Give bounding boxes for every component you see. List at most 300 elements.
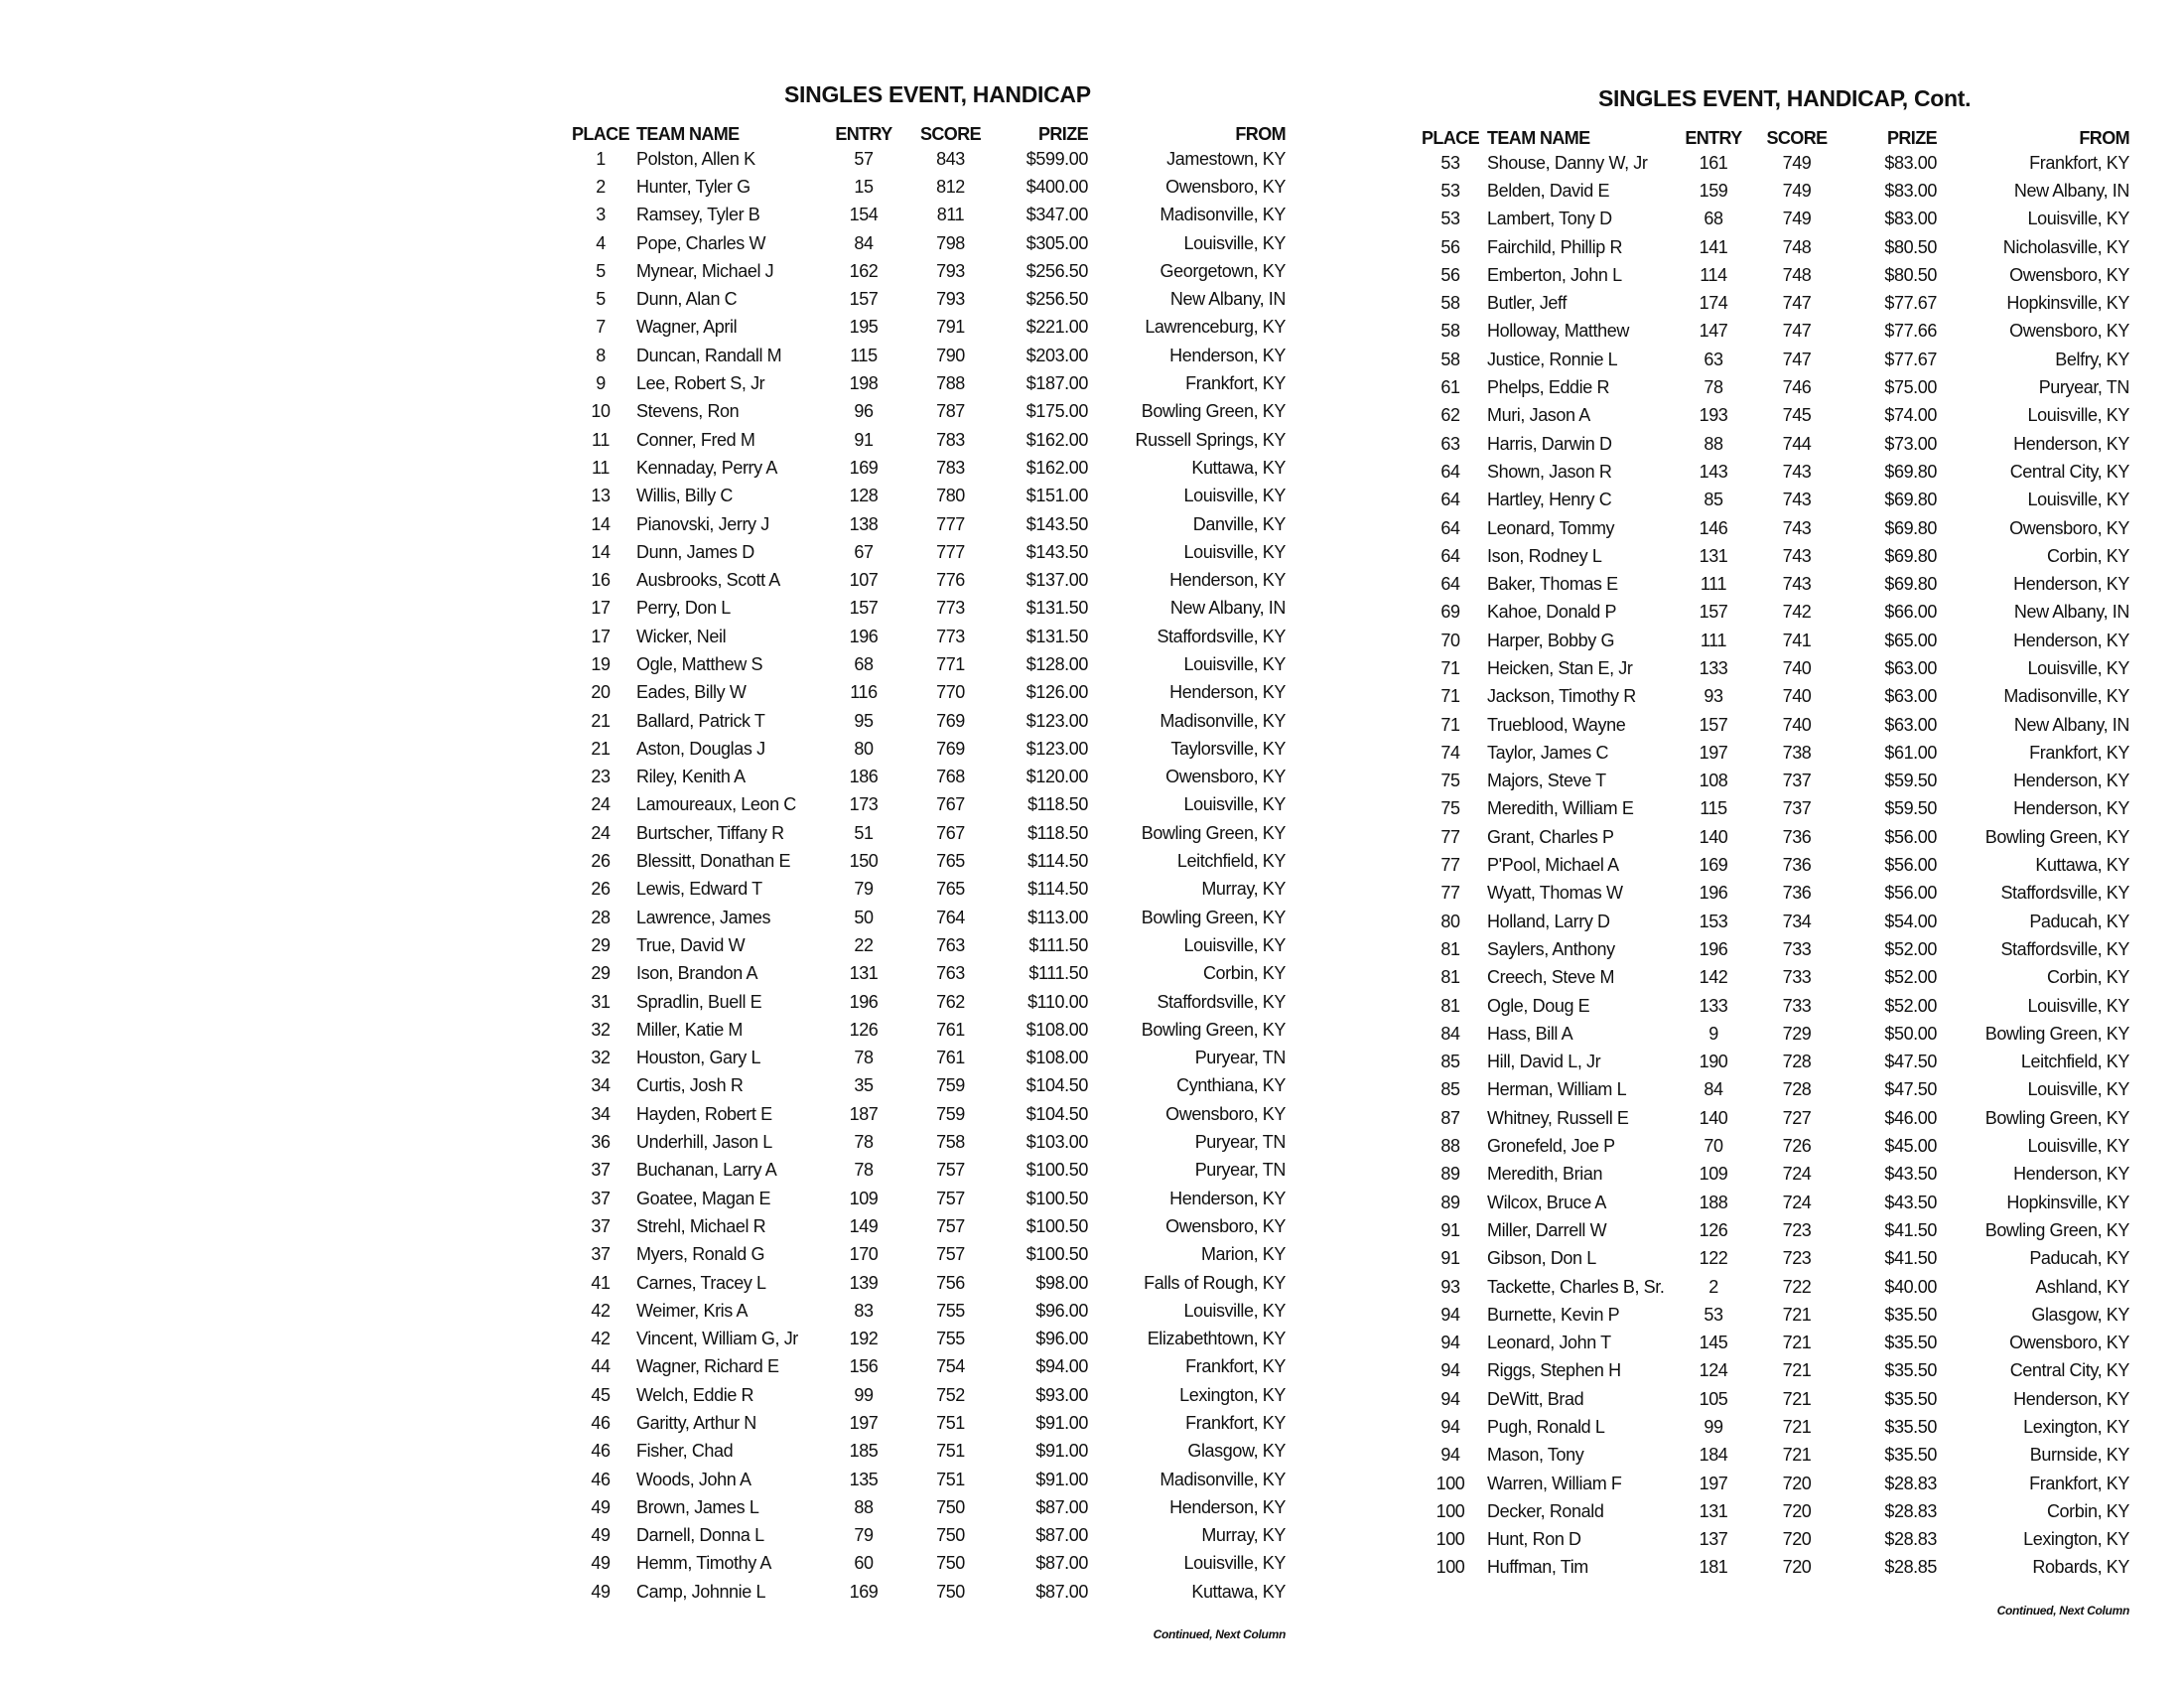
table-row [1420,149,2129,177]
table-row [1420,795,2129,823]
from-cell: Henderson, KY [2013,1388,2129,1409]
place-cell: 74 [1440,742,1460,763]
entry-cell: 51 [854,822,874,843]
place-cell: 16 [591,570,611,591]
prize-cell: $69.80 [1884,517,1937,538]
from-cell: Kuttawa, KY [1191,1581,1286,1602]
team-name-cell: Brown, James L [636,1496,759,1517]
entry-cell: 133 [1699,657,1728,678]
prize-cell: $52.00 [1884,967,1937,988]
team-name-cell: Heicken, Stan E, Jr [1487,657,1633,678]
from-cell: Staffordsville, KY [2000,938,2129,959]
table-row [571,566,1286,594]
entry-cell: 115 [1700,798,1727,819]
place-cell: 88 [1440,1136,1460,1157]
table-row [1420,1189,2129,1216]
from-cell: Leitchfield, KY [2020,1052,2129,1072]
score-cell: 750 [936,1525,965,1546]
entry-cell: 128 [849,486,879,506]
prize-cell: $162.00 [1025,457,1088,478]
from-cell: Owensboro, KY [2009,321,2129,342]
table-row [571,257,1286,285]
prize-cell: $103.00 [1025,1132,1088,1153]
score-cell: 754 [936,1356,965,1377]
table-row [571,285,1286,313]
column-header-score: SCORE [919,124,981,144]
prize-cell: $131.50 [1025,626,1088,646]
team-name-cell: Carnes, Tracey L [636,1272,766,1293]
table-row [571,538,1286,566]
score-cell: 755 [936,1300,965,1321]
prize-cell: $56.00 [1884,855,1937,876]
place-cell: 81 [1440,995,1460,1016]
score-cell: 790 [936,345,965,365]
place-cell: 24 [591,822,611,843]
table-row [1420,599,2129,627]
prize-cell: $83.00 [1884,209,1937,229]
prize-cell: $100.50 [1025,1244,1088,1265]
team-name-cell: Majors, Steve T [1487,771,1606,791]
table-row [1420,261,2129,289]
score-cell: 761 [936,1019,965,1040]
entry-cell: 83 [854,1300,874,1321]
place-cell: 53 [1440,209,1460,229]
table-row [1420,542,2129,570]
place-cell: 5 [596,260,606,281]
table-row [571,735,1286,763]
table-row [571,960,1286,988]
from-cell: Falls of Rough, KY [1144,1272,1286,1293]
table-row [571,707,1286,735]
from-cell: Madisonville, KY [2003,686,2129,707]
team-name-cell: Aston, Douglas J [636,738,765,759]
place-cell: 100 [1435,1529,1465,1550]
team-name-cell: Hill, David L, Jr [1487,1052,1601,1072]
column-header-team-name: TEAM NAME [636,124,740,144]
team-name-cell: Kennaday, Perry A [636,457,777,478]
entry-cell: 153 [1699,911,1728,931]
from-cell: Lawrenceburg, KY [1145,317,1286,338]
score-cell: 787 [936,401,965,422]
score-cell: 723 [1782,1219,1812,1240]
entry-cell: 157 [849,598,879,619]
score-cell: 721 [1782,1388,1812,1409]
entry-cell: 173 [849,794,879,815]
left-header-row [571,115,1286,145]
from-cell: Louisville, KY [1183,1553,1286,1574]
table-row [571,1493,1286,1521]
score-cell: 737 [1782,771,1812,791]
prize-cell: $93.00 [1035,1384,1088,1405]
from-cell: Louisville, KY [1183,541,1286,562]
place-cell: 71 [1440,714,1460,735]
place-cell: 56 [1440,264,1460,285]
team-name-cell: Tackette, Charles B, Sr. [1487,1276,1665,1297]
team-name-cell: Shown, Jason R [1487,461,1612,482]
prize-cell: $54.00 [1884,911,1937,931]
team-name-cell: Woods, John A [636,1469,751,1489]
entry-cell: 159 [1699,180,1728,201]
entry-cell: 131 [1699,545,1728,566]
team-name-cell: Pope, Charles W [636,232,766,253]
table-row [1420,1442,2129,1470]
entry-cell: 126 [849,1019,879,1040]
from-cell: Owensboro, KY [1165,1103,1286,1124]
column-header-entry: ENTRY [1685,128,1742,148]
from-cell: Central City, KY [2009,1360,2129,1381]
team-name-cell: Spradlin, Buell E [636,991,762,1012]
score-cell: 724 [1782,1192,1812,1212]
score-cell: 767 [936,794,965,815]
from-cell: Elizabethtown, KY [1147,1329,1286,1349]
place-cell: 91 [1440,1219,1460,1240]
prize-cell: $43.50 [1884,1192,1937,1212]
table-row [1420,1413,2129,1441]
table-row [1420,373,2129,401]
from-cell: Georgetown, KY [1160,260,1286,281]
right-results-table [1420,119,2129,1582]
place-cell: 85 [1440,1052,1460,1072]
place-cell: 94 [1440,1388,1460,1409]
from-cell: Owensboro, KY [1165,176,1286,197]
team-name-cell: Vincent, William G, Jr [636,1329,798,1349]
entry-cell: 138 [849,513,879,534]
entry-cell: 131 [1699,1500,1728,1521]
prize-cell: $87.00 [1035,1525,1088,1546]
team-name-cell: Hayden, Robert E [636,1103,772,1124]
place-cell: 53 [1440,180,1460,201]
from-cell: Jamestown, KY [1166,148,1286,169]
place-cell: 37 [591,1160,611,1181]
from-cell: Louisville, KY [2027,209,2129,229]
score-cell: 720 [1782,1500,1812,1521]
prize-cell: $108.00 [1025,1019,1088,1040]
prize-cell: $66.00 [1884,602,1937,623]
score-cell: 773 [936,598,965,619]
entry-cell: 150 [849,851,879,872]
team-name-cell: Wyatt, Thomas W [1487,883,1623,904]
score-cell: 740 [1782,714,1812,735]
table-row [571,1550,1286,1578]
prize-cell: $69.80 [1884,490,1937,510]
team-name-cell: Goatee, Magan E [636,1188,771,1208]
score-cell: 751 [936,1441,965,1462]
team-name-cell: Lewis, Edward T [636,879,762,900]
table-row [1420,654,2129,682]
score-cell: 749 [1782,209,1812,229]
from-cell: New Albany, IN [2013,180,2129,201]
team-name-cell: Butler, Jeff [1487,293,1567,314]
table-row [571,1578,1286,1606]
prize-cell: $113.00 [1027,907,1088,927]
team-name-cell: Ausbrooks, Scott A [636,570,780,591]
table-row [1420,346,2129,373]
table-row [1420,1470,2129,1497]
score-cell: 742 [1782,602,1812,623]
place-cell: 69 [1440,602,1460,623]
prize-cell: $47.50 [1884,1079,1937,1100]
entry-cell: 133 [1699,995,1728,1016]
score-cell: 777 [936,513,965,534]
team-name-cell: Herman, William L [1487,1079,1627,1100]
score-cell: 767 [936,822,965,843]
table-row [1420,1357,2129,1385]
from-cell: Frankfort, KY [2029,742,2129,763]
score-cell: 750 [936,1496,965,1517]
table-row [1420,1385,2129,1413]
from-cell: Bowling Green, KY [1984,826,2129,847]
entry-cell: 84 [854,232,874,253]
score-cell: 738 [1782,742,1812,763]
prize-cell: $114.50 [1027,879,1088,900]
entry-cell: 126 [1699,1219,1728,1240]
prize-cell: $187.00 [1025,373,1088,394]
team-name-cell: Blessitt, Donathan E [636,851,791,872]
place-cell: 58 [1440,293,1460,314]
team-name-cell: Mynear, Michael J [636,260,774,281]
place-cell: 77 [1440,826,1460,847]
entry-cell: 187 [849,1103,879,1124]
prize-cell: $63.00 [1884,686,1937,707]
place-cell: 17 [591,598,611,619]
score-cell: 783 [936,457,965,478]
place-cell: 49 [591,1525,611,1546]
entry-cell: 124 [1699,1360,1728,1381]
entry-cell: 70 [1704,1136,1723,1157]
table-row [1420,1216,2129,1244]
from-cell: Russell Springs, KY [1135,429,1286,450]
entry-cell: 149 [849,1215,879,1236]
entry-cell: 146 [1699,517,1728,538]
from-cell: Owensboro, KY [2009,517,2129,538]
from-cell: Lexington, KY [2023,1529,2129,1550]
from-cell: Henderson, KY [1169,1496,1286,1517]
entry-cell: 197 [849,1413,879,1433]
prize-cell: $175.00 [1025,401,1088,422]
prize-cell: $69.80 [1884,545,1937,566]
table-row [1420,1497,2129,1525]
score-cell: 723 [1782,1248,1812,1269]
entry-cell: 35 [854,1075,874,1096]
score-cell: 721 [1782,1360,1812,1381]
table-row [571,1157,1286,1185]
prize-cell: $56.00 [1884,883,1937,904]
entry-cell: 91 [854,429,874,450]
prize-cell: $108.00 [1025,1048,1088,1068]
entry-cell: 196 [849,626,879,646]
from-cell: Frankfort, KY [1185,1413,1286,1433]
place-cell: 14 [591,541,611,562]
score-cell: 728 [1782,1079,1812,1100]
entry-cell: 143 [1699,461,1728,482]
team-name-cell: Emberton, John L [1487,264,1622,285]
from-cell: Puryear, TN [1194,1160,1286,1181]
prize-cell: $47.50 [1884,1052,1937,1072]
entry-cell: 22 [854,934,874,955]
entry-cell: 107 [849,570,879,591]
from-cell: Bowling Green, KY [1141,907,1286,927]
place-cell: 34 [591,1103,611,1124]
place-cell: 11 [592,457,610,478]
team-name-cell: Eades, Billy W [636,682,747,703]
score-cell: 721 [1782,1445,1812,1466]
from-cell: Marion, KY [1200,1244,1286,1265]
place-cell: 64 [1440,545,1460,566]
place-cell: 14 [591,513,611,534]
from-cell: Louisville, KY [1183,1300,1286,1321]
table-row [571,1212,1286,1240]
score-cell: 733 [1782,938,1812,959]
table-row [1420,964,2129,992]
from-cell: Madisonville, KY [1160,710,1286,731]
score-cell: 751 [936,1413,965,1433]
score-cell: 763 [936,934,965,955]
team-name-cell: Weimer, Kris A [636,1300,749,1321]
table-row [1420,402,2129,430]
prize-cell: $45.00 [1884,1136,1937,1157]
prize-cell: $91.00 [1035,1413,1088,1433]
prize-cell: $87.00 [1035,1496,1088,1517]
from-cell: Bowling Green, KY [1984,1107,2129,1128]
table-row [1420,711,2129,739]
team-name-cell: Huffman, Tim [1487,1557,1588,1578]
score-cell: 761 [936,1048,965,1068]
team-name-cell: P'Pool, Michael A [1487,855,1619,876]
entry-cell: 181 [1699,1557,1728,1578]
entry-cell: 79 [854,1525,874,1546]
entry-cell: 198 [849,373,879,394]
place-cell: 77 [1440,883,1460,904]
from-cell: New Albany, IN [1169,598,1286,619]
from-cell: Murray, KY [1201,1525,1286,1546]
entry-cell: 147 [1699,321,1728,342]
place-cell: 63 [1440,433,1460,454]
place-cell: 42 [591,1300,611,1321]
place-cell: 24 [591,794,611,815]
prize-cell: $35.50 [1884,1304,1937,1325]
place-cell: 32 [591,1019,611,1040]
from-cell: Louisville, KY [1183,934,1286,955]
from-cell: Owensboro, KY [2009,1333,2129,1353]
right-continued-note: Continued, Next Column [1996,1604,2129,1618]
prize-cell: $143.50 [1025,513,1088,534]
from-cell: Corbin, KY [2046,967,2129,988]
score-cell: 729 [1782,1023,1812,1044]
entry-cell: 111 [1700,574,1727,595]
table-row [1420,1301,2129,1329]
from-cell: Corbin, KY [1202,963,1286,984]
team-name-cell: Camp, Johnnie L [636,1581,766,1602]
table-row [571,510,1286,538]
prize-cell: $41.50 [1884,1248,1937,1269]
place-cell: 100 [1435,1473,1465,1493]
from-cell: Frankfort, KY [2029,1473,2129,1493]
score-cell: 747 [1782,349,1812,369]
team-name-cell: Stevens, Ron [636,401,740,422]
place-cell: 41 [591,1272,611,1293]
team-name-cell: Buchanan, Larry A [636,1160,777,1181]
score-cell: 743 [1782,461,1812,482]
from-cell: Louisville, KY [2027,1079,2129,1100]
score-cell: 733 [1782,967,1812,988]
team-name-cell: Riley, Kenith A [636,767,746,787]
team-name-cell: Duncan, Randall M [636,345,782,365]
right-table-body [1420,149,2129,1582]
entry-cell: 9 [1708,1023,1718,1044]
team-name-cell: Kahoe, Donald P [1487,602,1617,623]
team-name-cell: Grant, Charles P [1487,826,1614,847]
table-row [1420,1020,2129,1048]
place-cell: 42 [591,1329,611,1349]
column-header-entry: ENTRY [835,124,892,144]
entry-cell: 197 [1699,1473,1728,1493]
prize-cell: $80.50 [1884,264,1937,285]
prize-cell: $111.50 [1028,934,1088,955]
team-name-cell: Ballard, Patrick T [636,710,765,731]
team-name-cell: Underhill, Jason L [636,1132,772,1153]
prize-cell: $118.50 [1027,822,1088,843]
prize-cell: $77.66 [1884,321,1937,342]
entry-cell: 140 [1699,826,1728,847]
from-cell: Puryear, TN [1194,1048,1286,1068]
team-name-cell: Ramsey, Tyler B [636,205,760,225]
place-cell: 81 [1440,967,1460,988]
score-cell: 749 [1782,180,1812,201]
place-cell: 32 [591,1048,611,1068]
table-row [1420,851,2129,879]
table-row [571,764,1286,791]
score-cell: 740 [1782,686,1812,707]
score-cell: 757 [936,1188,965,1208]
table-row [1420,1049,2129,1076]
team-name-cell: Jackson, Timothy R [1487,686,1636,707]
team-name-cell: True, David W [636,934,746,955]
table-row [571,145,1286,173]
entry-cell: 78 [854,1132,874,1153]
prize-cell: $203.00 [1025,345,1088,365]
entry-cell: 157 [849,289,879,310]
from-cell: Louisville, KY [1183,232,1286,253]
score-cell: 736 [1782,826,1812,847]
place-cell: 75 [1440,798,1460,819]
entry-cell: 154 [849,205,879,225]
prize-cell: $35.50 [1884,1417,1937,1437]
from-cell: Henderson, KY [1169,682,1286,703]
prize-cell: $59.50 [1884,798,1937,819]
from-cell: Madisonville, KY [1160,205,1286,225]
entry-cell: 186 [849,767,879,787]
table-row [571,904,1286,931]
table-row [1420,1076,2129,1104]
team-name-cell: Gibson, Don L [1487,1248,1596,1269]
table-row [1420,487,2129,514]
team-name-cell: Gronefeld, Joe P [1487,1136,1615,1157]
prize-cell: $123.00 [1025,710,1088,731]
score-cell: 788 [936,373,965,394]
entry-cell: 68 [1704,209,1723,229]
score-cell: 769 [936,710,965,731]
entry-cell: 195 [849,317,879,338]
from-cell: Paducah, KY [2029,1248,2129,1269]
score-cell: 748 [1782,264,1812,285]
entry-cell: 63 [1704,349,1723,369]
from-cell: Frankfort, KY [1185,373,1286,394]
place-cell: 61 [1440,377,1460,398]
table-row [571,1128,1286,1156]
entry-cell: 88 [854,1496,874,1517]
from-cell: Leitchfield, KY [1176,851,1286,872]
table-row [571,819,1286,847]
